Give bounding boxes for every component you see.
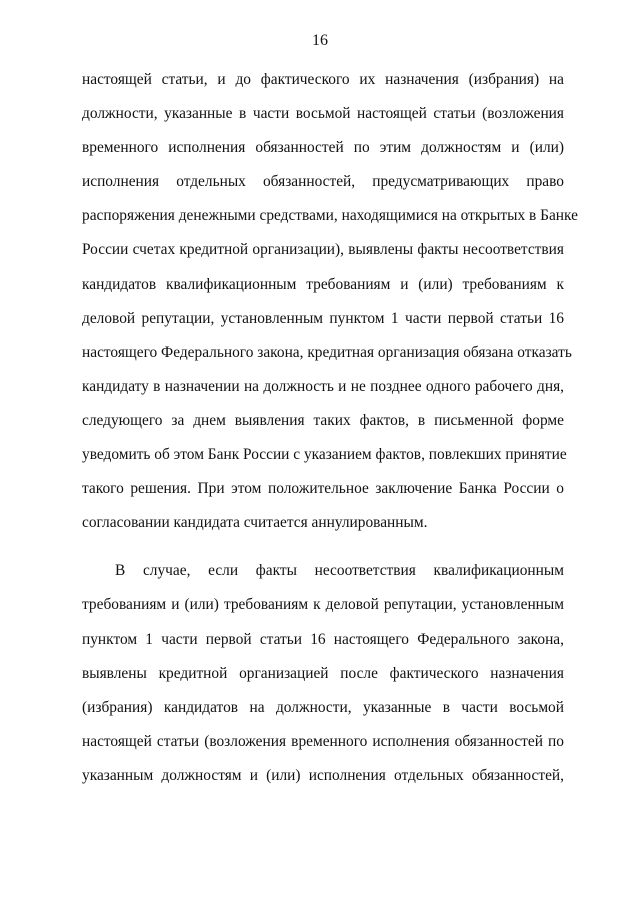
text-line: указанным должностям и (или) исполнения отдельных обязанностей, <box>82 766 564 784</box>
text-line: распоряжения денежными средствами, находящимися на открытых в Банке <box>82 207 578 225</box>
text-line: такого решения. При этом положительное заключение Банка России о <box>82 480 564 498</box>
text-line: настоящей статьи, и до фактического их назначения (избрания) на <box>82 71 564 88</box>
text-line: кандидатов квалификационным требованиям и (или) требованиям к <box>82 275 564 293</box>
paragraph <box>82 66 578 543</box>
text-line: следующего за днем выявления таких фактов, в письменной форме <box>82 411 564 429</box>
text-line: В случае, если факты несоответствия квалификационным <box>115 562 564 580</box>
text-line: России счетах кредитной организации), выявлены факты несоответствия <box>82 241 564 259</box>
text-line: требованиям и (или) требованиям к деловой репутации, установленным <box>82 596 564 614</box>
page-number: 16 <box>312 32 328 49</box>
text-line: кандидату в назначении на должность и не позднее одного рабочего дня, <box>82 377 564 395</box>
paragraph-gap <box>82 543 564 557</box>
text-line: временного исполнения обязанностей по этим должностям и (или) <box>82 139 564 157</box>
text-line: деловой репутации, установленным пунктом 1 части первой статьи 16 <box>82 309 564 327</box>
paragraph <box>82 557 564 796</box>
text-line: должности, указанные в части восьмой настоящей статьи (возложения <box>82 105 564 123</box>
text-line: исполнения отдельных обязанностей, предусматривающих право <box>82 173 564 191</box>
text-line: пунктом 1 части первой статьи 16 настоящего Федерального закона, <box>82 630 564 648</box>
text-line: выявлены кредитной организацией после фактического назначения <box>82 664 564 682</box>
text-line: (избрания) кандидатов на должности, указанные в части восьмой <box>82 698 564 716</box>
text-line: уведомить об этом Банк России с указанием фактов, повлекших принятие <box>82 446 567 464</box>
text-line: согласовании кандидата считается аннулированным. <box>82 514 428 532</box>
text-line: настоящего Федерального закона, кредитная организация обязана отказать <box>82 343 572 361</box>
body-text <box>82 66 578 796</box>
text-line: настоящей статьи (возложения временного исполнения обязанностей по <box>82 732 564 750</box>
